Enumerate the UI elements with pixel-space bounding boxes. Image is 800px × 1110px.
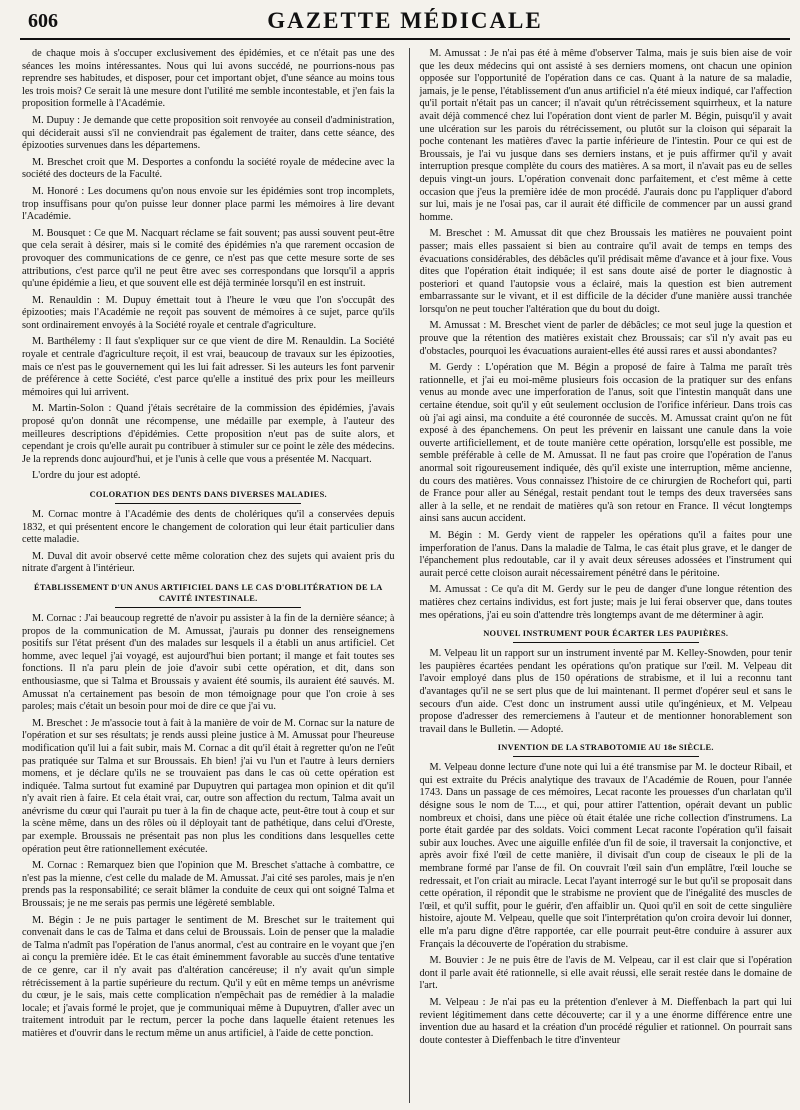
- section-heading-text: NOUVEL INSTRUMENT POUR ÉCARTER LES PAUPIÈRES.: [483, 629, 729, 639]
- heading-rule: [115, 607, 301, 608]
- paragraph: M. Cornac : Remarquez bien que l'opinion que M. Breschet s'attache à combattre, ce n'est pas la mienne, c'est celle du malade de M. Amussat. J'ai cité ses paroles, mais je n'en prends pas la responsabilité; ce serait blâmer la conduite de ceux qui ont soigné Talma et Broussais; je ne me serais pas permis une légèreté semblable.: [22, 860, 395, 910]
- paragraph: M. Cornac : J'ai beaucoup regretté de n'avoir pu assister à la fin de la dernière séance; à propos de la communication de M. Amussat, j'aurais pu donner des renseignemens positifs sur l'état présent d'un des malades sur lesquels il a établi un anus artificiel. Cet homme, avec lequel j'ai voyagé, est aujourd'hui bien portant; il mange et fait toutes ses fonctions. Il n'a paru plein de joie d'avoir subi cette opération, et dit, dans son enthousiasme, que si Talma et Broussais y avaient été soumis, ils auraient été sauvés. M. Amussat n'a certainement pas besoin de mon témoignage pour que l'on croie à ses paroles; mais c'était un besoin pour moi de dire ce que j'ai vu.: [22, 612, 395, 713]
- paragraph: M. Honoré : Les documens qu'on nous envoie sur les épidémies sont trop incomplets, trop insuffisans pour qu'on puisse leur donner place parmi les mémoires à lire devant l'Académie.: [22, 185, 395, 223]
- paragraph: M. Bégin : Je ne puis partager le sentiment de M. Breschet sur le traitement qui convenait dans le cas de Talma et dans celui de Broussais. Loin de penser que la maladie de Talma n'admît pas l'opération de l'anus anormal, c'est au contraire en le voyant que j'en ai conçu la première idée. Et le cas était éminemment favorable au succès d'une tentative de ce genre, car il n'y avait pas d'altération cancéreuse; il n'y avait qu'un simple rétrécissement à la partie supérieure du rectum. Qu'il y eût en même temps un anévrisme du cœur, je le sais, mais cette complication n'empêchait pas de remédier à la maladie locale; et j'avais formé le projet, que je communiquai même à Dupuytren, d'aller avec un traitement introduit par le rectum, percer la poche dans laquelle étaient retenues les matières et d'ouvrir dans le rectum même un anus artificiel, à l'aide de cette ponction.: [22, 914, 395, 1039]
- page-header: [20, 4, 790, 40]
- paragraph: de chaque mois à s'occuper exclusivement des épidémies, et ce n'était pas une des séances les moins intéressantes. Nous qui lui avons succédé, ne pourrions-nous pas reprendre ses habitudes, et disposer, pour cet important objet, d'une séance au moins tous les trois mois? Ce serait là une mesure dont l'utilité me semble incontestable, et j'en fais la proposition formelle à l'Académie.: [22, 48, 395, 110]
- paragraph: M. Breschet : M. Amussat dit que chez Broussais les matières ne pouvaient point passer; mais elles passaient si bien au contraire qu'il avait de temps en temps des évacuations considérables, des débâcles qu'il prédisait même d'avance et à jour fixe. Vous dites que l'opération était indiquée; il est sans doute aisé de porter le diagnostic à posteriori et quand l'autopsie vous a éclairé, mais la question est bien autrement embarrassante sur le vivant, et il est difficile de la décider d'une manière aussi tranchée lorsqu'on ne peut toucher l'altération que du bout du doigt.: [419, 228, 792, 315]
- heading-rule: [513, 756, 699, 757]
- paragraph: M. Gerdy : L'opération que M. Bégin a proposé de faire à Talma me paraît très rationnelle, et j'ai eu moi-même plusieurs fois occasion de la pratiquer sur des enfans venus au monde avec une imperforation de l'anus, soit que l'intestin manquât dans une certaine étendue, soit qu'il y eût seulement occlusion de l'orifice inférieur. Dans trois cas où j'ai agi ainsi, ma conduite a été couronnée de succès. M. Amussat craint qu'on ne fût exposé à des épanchemens. On peut les prévenir en laissant une canule dans la voie ouverte artificiellement, et de toute manière cette opération, lorsqu'elle est possible, me semble préférable à celle de M. Amussat. Il ne faut pas croire que l'opération de l'anus anormal soit rigoureusement indiquée, dès qu'il existe une interruption, même ancienne, du cours des matières. Vous connaissez l'histoire de ce chirurgien de Rochefort qui, parti de France pour aller au Sénégal, restait pendant tout le temps des deux traversées sans aller à la selle, et ne rendait de matières qu'à son retour en France. Il vécut longtemps ainsi sans aucun accident.: [419, 362, 792, 525]
- section-heading: [420, 628, 793, 643]
- right-column: [409, 48, 793, 1103]
- paragraph: M. Bégin : M. Gerdy vient de rappeler les opérations qu'il a faites pour une imperforation de l'anus. Dans la maladie de Talma, le cas était plus grave, et le danger de l'épanchement plus redoutable, car il y avait deux séreuses adossées et l'instrument qui aurait percé cette cloison aurait nécessairement pénétré dans le péritoine.: [419, 529, 792, 579]
- section-heading-text: INVENTION DE LA STRABOTOMIE AU 18e SIÈCLE.: [497, 743, 714, 753]
- paragraph: M. Velpeau donne lecture d'une note qui lui a été transmise par M. le docteur Ribail, et qui est extraite du Précis analytique des travaux de l'Académie de Rouen, pour l'année 1743. Dans un passage de ces mémoires, Lecat raconte les prouesses d'un charlatan qu'il désigne sous le nom de T...., et qui, pour attirer l'attention, opérait devant un public nombreux et choisi, dans une pièce où était étalée une riche collection d'instrumens. La porte était gardée par des soldats. Voici comment Lecat raconte l'opération qu'il faisait subir aux louches. Avec une aiguille enfilée d'un fil de soie, il traversait la conjonctive, et après avoir fixé l'œil de cette manière, il divisait d'un coup de ciseaux le pli de la membrane formé par l'anse de fil. On couvrait l'œil sain d'un emplâtre, l'œil louche se redressait, et l'on criait au miracle. Lecat l'ayant interrogé sur le but qu'il se proposait dans cette opération, il répondit que le strabisme ne provient que de l'inégalité des muscles de l'œil, et qu'il suffit, pour le guérir, d'en affaiblir un. Quoi qu'il en soit de cette singulière histoire, ajoute M. Velpeau, quelle que soit l'interprétation qu'on croira devoir lui donner, elle m'a paru digne d'être rapportée, car elle pourrait peut-être conduire à assurer aux Français la découverte de l'opération du strabisme.: [419, 762, 792, 950]
- section-heading: [22, 582, 395, 608]
- heading-rule: [513, 642, 699, 643]
- paragraph: M. Breschet croit que M. Desportes a confondu la société royale de médecine avec la société des docteurs de la Faculté.: [22, 156, 395, 181]
- journal-title: GAZETTE MÉDICALE: [267, 8, 543, 33]
- paragraph: L'ordre du jour est adopté.: [32, 470, 141, 482]
- heading-rule: [115, 503, 301, 504]
- paragraph: M. Breschet : Je m'associe tout à fait à la manière de voir de M. Cornac sur la nature de l'opération et sur ses résultats; je rends aussi pleine justice à M. Amussat pour l'heureuse modification qu'il lui a fait subir, mais M. Cornac a dit qu'il était à regretter qu'on ne l'eût pas pratiquée sur Talma et sur Broussais. Eh bien! j'ai vu l'un et l'autre à leurs derniers momens, et je déclare qu'ils ne se trouvaient pas dans le cas où cette opération est indiquée. Talma surtout fut examiné par Dupuytren qui partagea mon opinion et dit qu'il n'y avait rien à faire. Et cela était vrai, car, outre son affection du rectum, Talma avait un anévrisme du cœur qui l'aurait pu tuer à la fin de chaque acte, peut-être tout à coup et sur la scène même, dans un des rôles où il déployait tant de pathétique, dans celui d'Oreste, par exemple. Broussais ne présentait pas non plus les conditions dans lesquelles cette opération peut être rationnellement exécutée.: [22, 717, 395, 855]
- page-number: 606: [28, 10, 58, 32]
- paragraph: M. Velpeau : Je n'ai pas eu la prétention d'enlever à M. Dieffenbach la part qui lui revient légitimement dans cette découverte; car il y a une énorme différence entre une invention due au hasard et la création d'un procédé régulier et rationnel. On pourrait sans doute contester à Dieffenbach le titre d'inventeur: [419, 996, 792, 1046]
- paragraph: M. Amussat : Je n'ai pas été à même d'observer Talma, mais je suis bien aise de voir que les deux médecins qui ont assisté à ses derniers momens, ont chacun une opinion opposée sur l'opportunité de l'opération dans ce cas. Quant à la nature de sa maladie, jamais, je le pense, l'établissement d'un anus artificiel n'a été mieux indiqué, car l'affection qu'il portait n'était pas un cancer; il n'avait qu'un rétrécissement squirrheux, et la nature avait déjà commencé chez lui l'opération dont vient de parler M. Bégin, puisqu'il y avait une ulcération sur les parois du rétrécissement, ou plutôt sur la cloison qui séparait la poche contenant les matières d'avec la partie inférieure de l'intestin. Pour ce qui est de Broussais, je l'ai vu jusque dans ses derniers instans, et je puis affirmer qu'il y avait interruption presque complète du cours des matières. A sa mort, il n'avait pas eu de selles depuis vingt-un jours. L'opération convenait donc parfaitement, et c'est même à cette occasion que j'eus la première idée de mon procédé. J'aurais donc pu l'appliquer d'abord sur lui, mais je ne l'osai pas, car il aurait été difficile de commencer par un aussi grand homme.: [419, 48, 792, 223]
- paragraph: M. Bouvier : Je ne puis être de l'avis de M. Velpeau, car il est clair que si l'opération dont il parle avait été rationnelle, si elle avait réussi, elle serait restée dans le domaine de l'art.: [419, 955, 792, 992]
- paragraph: M. Duval dit avoir observé cette même coloration chez des sujets qui avaient pris du nitrate d'argent à l'intérieur.: [22, 550, 395, 575]
- paragraph: M. Cornac montre à l'Académie des dents de cholériques qu'il a conservées depuis 1832, et qui présentent encore le changement de coloration qui leur était particulier dans cette maladie.: [22, 509, 395, 546]
- paragraph: M. Martin-Solon : Quand j'étais secrétaire de la commission des épidémies, j'avais proposé qu'on donnât une récompense, une médaille par exemple, à l'auteur des meilleures descriptions d'épidémies. Cette proposition n'eut pas de suite alors, et cependant je crois qu'elle aurait pu contribuer à stimuler sur ce point le zèle des médecins. Je la reprends donc aujourd'hui, et je l'unis à celle que vous a présentée M. Nacquart.: [22, 403, 395, 465]
- section-heading: [22, 489, 395, 504]
- paragraph: M. Dupuy : Je demande que cette proposition soit renvoyée au conseil d'administration, qui déciderait aussi s'il ne conviendrait pas également de traiter, dans cette séance, des épizooties survenues dans les départemens.: [22, 114, 395, 152]
- paragraph: M. Amussat : Ce qu'a dit M. Gerdy sur le peu de danger d'une longue rétention des matières chez certains individus, est fort juste; mais je lui ferai observer que, dans toutes mes opérations, j'ai eu soin d'attendre très longtemps avant de me déterminer à agir.: [419, 584, 792, 621]
- article-columns: [22, 48, 792, 1103]
- paragraph: M. Velpeau lit un rapport sur un instrument inventé par M. Kelley-Snowden, pour tenir les paupières écartées pendant les opérations qu'on pratique sur l'œil. M. Velpeau dit l'avoir employé dans plus de 150 opérations de strabisme, et il lui a reconnu tant d'avantages qu'il ne se sert plus que de lui maintenant. Il permet d'opérer seul et sans le secours d'un aide. C'est donc un instrument aussi utile qu'ingénieux, et M. Velpeau propose d'adresser des remerciemens à l'auteur et de mentionner honorablement son travail dans le Bulletin. — Adopté.: [419, 648, 792, 735]
- section-heading-text: COLORATION DES DENTS DANS DIVERSES MALADIES.: [89, 490, 327, 499]
- section-heading-text: ÉTABLISSEMENT D'UN ANUS ARTIFICIEL DANS LE CAS D'OBLITÉRATION DE LA CAVITÉ INTESTINALE.: [33, 582, 383, 603]
- paragraph: M. Renauldin : M. Dupuy émettait tout à l'heure le vœu que l'on s'occupât des épizooties; mais l'Académie ne reçoit pas souvent de mémoires à ce sujet, parce qu'ils sont ordinairement envoyés à la Société royale et centrale d'agriculture.: [22, 294, 395, 331]
- paragraph: M. Bousquet : Ce que M. Nacquart réclame se fait souvent; pas aussi souvent peut-être que cela serait à désirer, mais si le comité des épidémies n'a que rarement occasion de provoquer des communications de ce genre, ce n'est pas que cette mesure sorte de ses attributions, c'est parce qu'il ne peut être avec ses correspondans que lorsqu'il a appris qu'une épidémie a lieu, et que souvent elle est déjà terminée lorsqu'il en est instruit.: [22, 227, 395, 290]
- left-column: [22, 48, 395, 1103]
- section-heading: [420, 742, 793, 757]
- paragraph: M. Barthélemy : Il faut s'expliquer sur ce que vient de dire M. Renauldin. La Société royale et centrale d'agriculture reçoit, il est vrai, beaucoup de travaux sur les épizooties, mais ce n'est pas le gouvernement qui les lui fait adresser. Si les auteurs les font parvenir de préférence à cette Société, c'est parce qu'elle a institué des prix pour les meilleurs mémoires qui lui arrivent.: [22, 336, 395, 398]
- paragraph: M. Amussat : M. Breschet vient de parler de débâcles; ce mot seul juge la question et prouve que la rétention des matières existait chez Broussais; car s'il n'y avait pas eu d'obstacles, pourquoi les évacuations auraient-elles été aussi rares et aussi abondantes?: [419, 320, 792, 357]
